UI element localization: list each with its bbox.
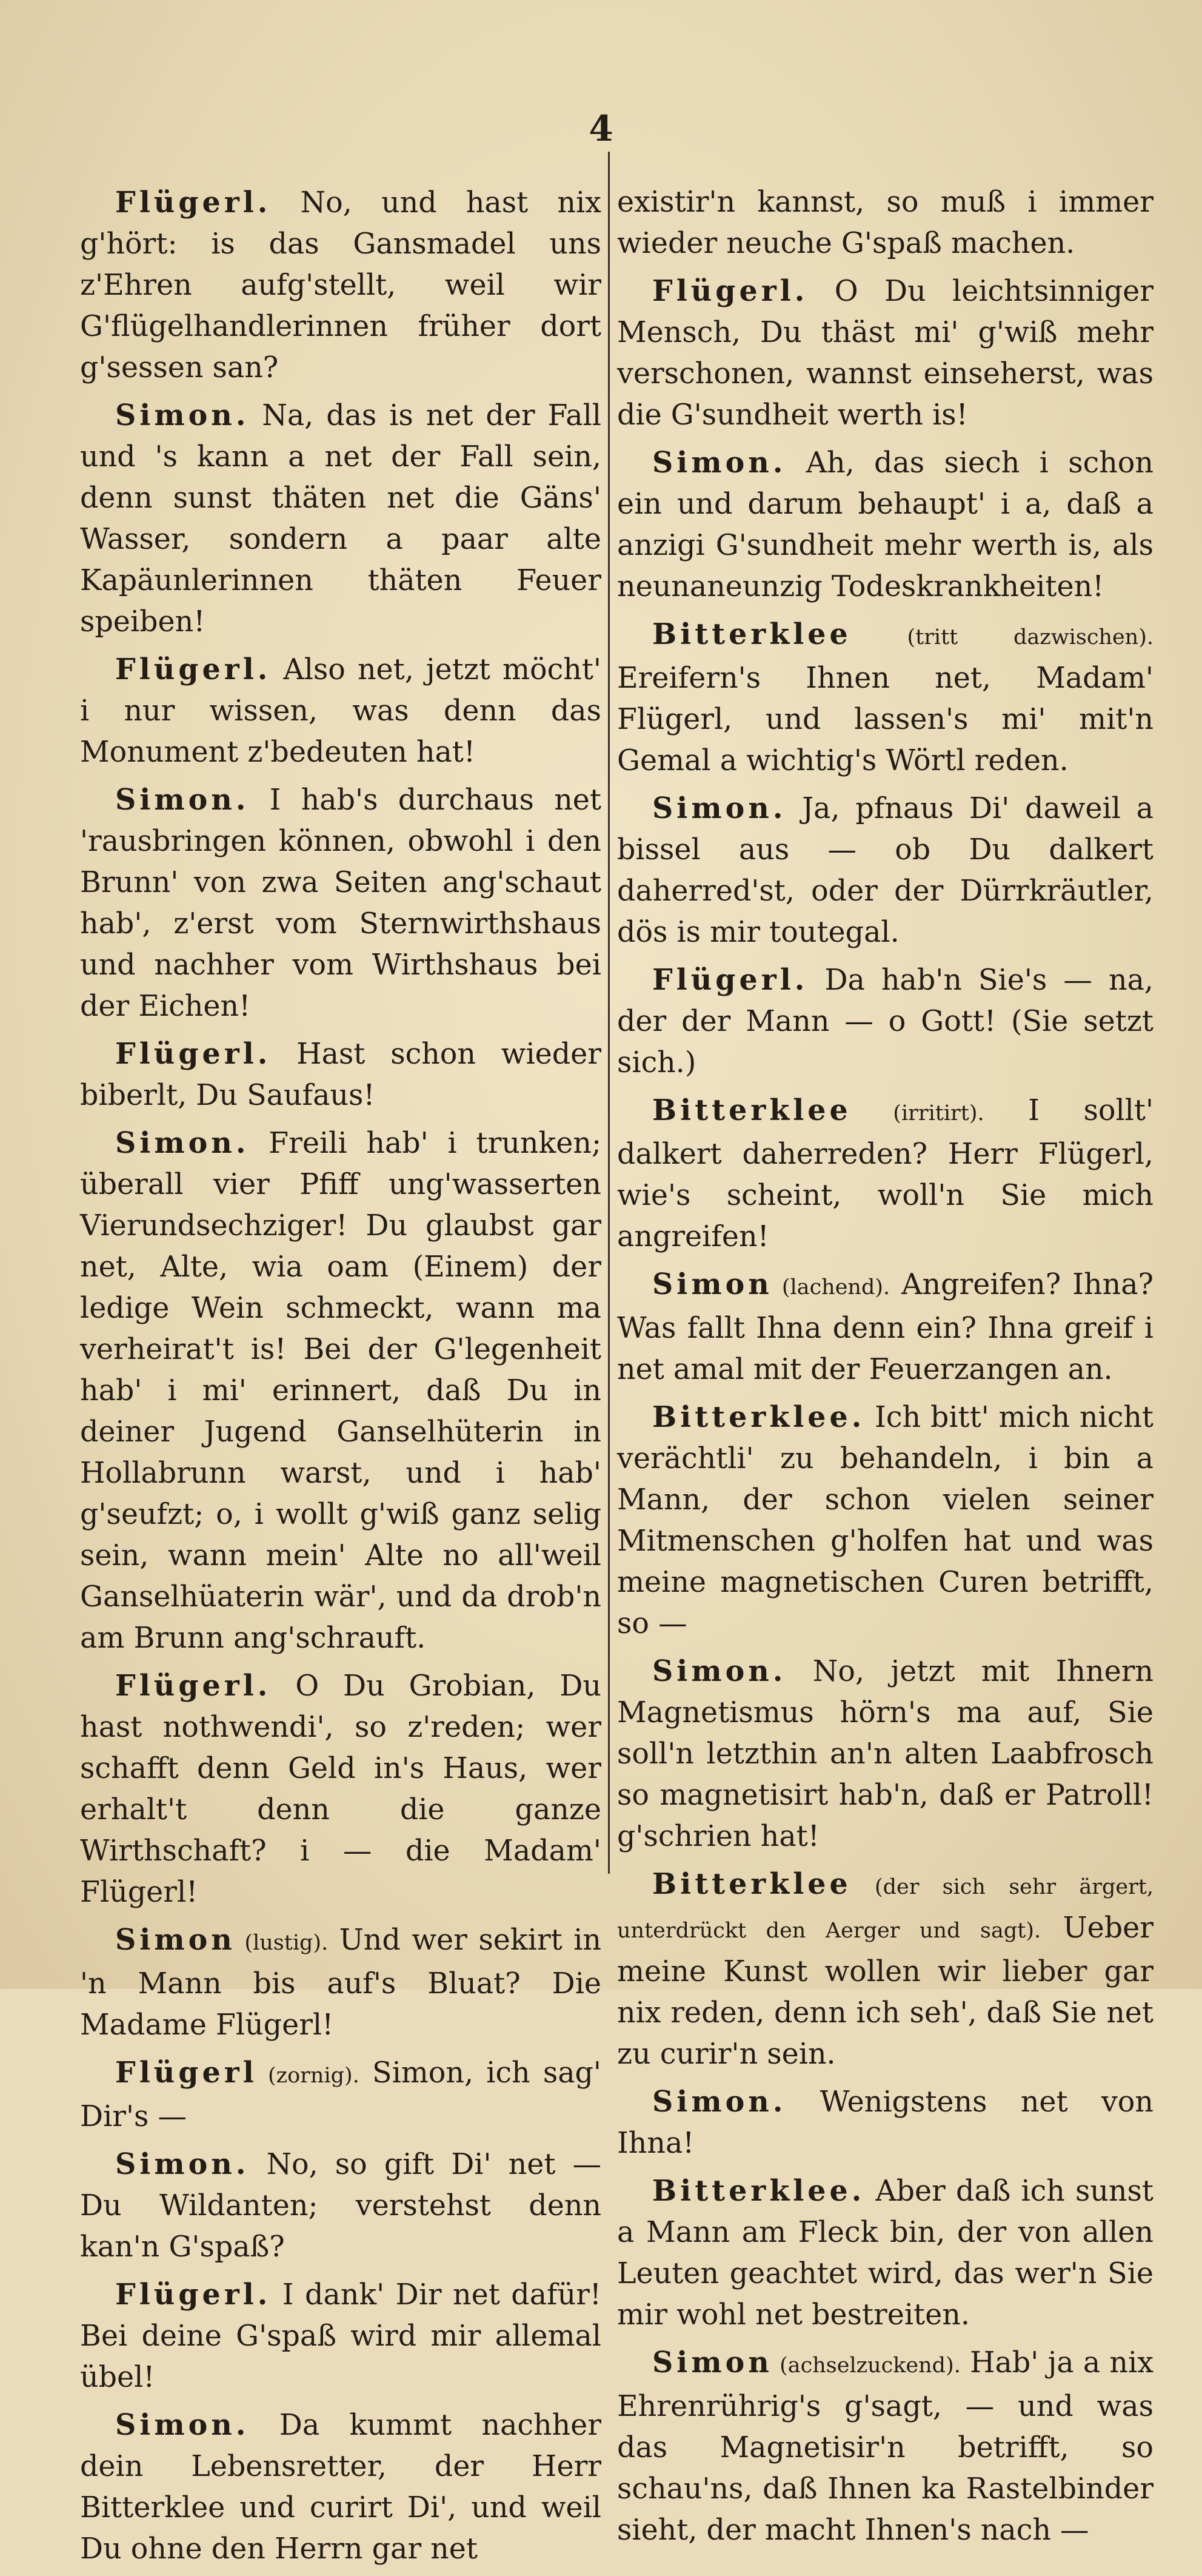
speaker-name: Bitterklee — [652, 1867, 852, 1901]
stage-direction: (der sich sehr ärgert, unterdrückt den Aerger und sagt). — [617, 1875, 1154, 1943]
stage-direction: (lachend). — [772, 1275, 890, 1300]
dialogue-paragraph — [617, 1090, 1154, 1258]
dialogue-text: Ja, pfnaus Di' daweil a bissel aus — ob Du dalkert daherred'st, oder der Dürrkräutler, dös is mir toutegal. — [617, 792, 1154, 949]
dialogue-text: Aber daß ich sunst a Mann am Fleck bin, der von allen Leuten geachtet wird, das wer'n Sie mir wohl net bestreiten. — [617, 2175, 1154, 2332]
dialogue-paragraph — [617, 1397, 1154, 1645]
dialogue-paragraph — [80, 2404, 601, 2570]
dialogue-text: Da hab'n Sie's — na, der der Mann — o Gott! (Sie setzt sich.) — [617, 964, 1154, 1079]
dialogue-text: O Du leichtsinniger Mensch, Du thäst mi' g'wiß mehr verschonen, wannst einseherst, was die G'sundheit werth is! — [617, 275, 1154, 432]
dialogue-paragraph — [617, 1651, 1154, 1857]
speaker-name: Simon — [115, 1923, 236, 1957]
speaker-name: Simon. — [115, 2408, 250, 2442]
speaker-name: Simon — [652, 1267, 773, 1301]
speaker-name: Simon. — [115, 1126, 250, 1160]
dialogue-paragraph — [617, 1264, 1154, 1390]
speaker-name: Bitterklee. — [652, 2174, 866, 2208]
dialogue-paragraph — [80, 2052, 601, 2138]
dialogue-paragraph — [617, 270, 1154, 436]
speaker-name: Flügerl. — [115, 2278, 272, 2312]
speaker-name: Simon. — [652, 791, 787, 825]
speaker-name: Bitterklee — [652, 617, 852, 651]
dialogue-paragraph — [617, 614, 1154, 782]
page-number: 4 — [589, 108, 613, 149]
dialogue-paragraph — [80, 1665, 601, 1913]
dialogue-text: I sollt' dalkert daherreden? Herr Flügerl, wie's scheint, woll'n Sie mich angreifen! — [617, 1094, 1154, 1253]
stage-direction: (irritirt). — [851, 1101, 984, 1125]
dialogue-paragraph — [80, 649, 601, 773]
speaker-name: Simon. — [652, 446, 787, 480]
dialogue-text: O Du Grobian, Du hast nothwendi', so z'reden; wer schafft denn Geld in's Haus, wer erhalt't denn die ganze Wirthschaft? i — die Madam' Flügerl! — [80, 1669, 601, 1909]
dialogue-text: Ich bitt' mich nicht verächtli' zu behandeln, i bin a Mann, der schon vielen seiner Mitmenschen g'holfen hat und was meine magnetischen Curen betrifft, so — — [617, 1401, 1154, 1640]
speaker-name: Simon. — [652, 2085, 787, 2119]
speaker-name: Simon. — [115, 783, 250, 817]
dialogue-paragraph — [617, 2081, 1154, 2164]
stage-direction: (zornig). — [257, 2064, 359, 2088]
dialogue-paragraph — [617, 182, 1154, 264]
dialogue-text: Da kummt nachher dein Lebensretter, der Herr Bitterklee und curirt Di', und weil Du ohne den Herrn gar net — [80, 2409, 601, 2566]
dialogue-paragraph — [80, 1033, 601, 1116]
speaker-name: Flügerl — [115, 2056, 258, 2090]
speaker-name: Bitterklee — [652, 1093, 852, 1127]
dialogue-text: No, so gift Di' net — Du Wildanten; verstehst denn kan'n G'spaß? — [80, 2148, 601, 2264]
speaker-name: Simon — [652, 2346, 773, 2380]
dialogue-paragraph — [80, 2274, 601, 2398]
speaker-name: Flügerl. — [652, 274, 809, 308]
stage-direction: (lustig). — [235, 1931, 329, 1955]
speaker-name: Simon. — [115, 398, 250, 432]
dialogue-text: No, und hast nix g'hört: is das Gansmadel uns z'Ehren aufg'stellt, weil wir G'flügelhandlerinnen früher dort g'sessen san? — [80, 186, 601, 384]
dialogue-text: Angreifen? Ihna? Was fallt Ihna denn ein? Ihna greif i net amal mit der Feuerzangen an. — [617, 1268, 1154, 1386]
dialogue-paragraph — [80, 182, 601, 389]
dialogue-paragraph — [617, 959, 1154, 1084]
dialogue-text: Ueber meine Kunst wollen wir lieber gar nix reden, denn ich seh', daß Sie net zu curir'n sein. — [617, 1911, 1154, 2071]
dialogue-paragraph — [617, 788, 1154, 953]
stage-direction: (tritt dazwischen). — [851, 625, 1154, 649]
dialogue-text: Hab' ja a nix Ehrenrührig's g'sagt, — und was das Magnetisir'n betrifft, so schau'ns, daß Ihnen ka Rastelbinder sieht, der macht Ihnen's nach — — [617, 2346, 1154, 2547]
right-column — [617, 182, 1154, 2557]
dialogue-text: I hab's durchaus net 'rausbringen können, obwohl i den Brunn' von zwa Seiten ang'schaut hab', z'erst vom Sternwirthshaus und nachher vom Wirthshaus bei der Eichen! — [80, 783, 601, 1023]
dialogue-text: Also net, jetzt möcht' i nur wissen, was denn das Monument z'bedeuten hat! — [80, 653, 601, 769]
stage-direction: (achselzuckend). — [772, 2353, 961, 2378]
dialogue-paragraph — [617, 442, 1154, 608]
dialogue-text: Ah, das siech i schon ein und darum behaupt' i a, daß a anzigi G'sundheit mehr werth is, als neunaneunzig Todeskrankheiten! — [617, 446, 1154, 603]
left-column — [80, 182, 601, 2576]
dialogue-text: Simon, ich sag' Dir's — — [80, 2056, 601, 2133]
dialogue-paragraph — [80, 1122, 601, 1659]
speaker-name: Flügerl. — [115, 186, 272, 220]
column-divider — [608, 152, 610, 1874]
dialogue-text: existir'n kannst, so muß i immer wieder neuche G'spaß machen. — [617, 186, 1154, 260]
dialogue-paragraph — [80, 2144, 601, 2268]
dialogue-text: Hast schon wieder biberlt, Du Saufaus! — [80, 1038, 601, 1112]
dialogue-paragraph — [617, 2342, 1154, 2551]
speaker-name: Flügerl. — [115, 652, 272, 686]
dialogue-paragraph — [80, 395, 601, 643]
dialogue-text: Und wer sekirt in 'n Mann bis auf's Bluat? Die Madame Flügerl! — [80, 1924, 601, 2042]
speaker-name: Flügerl. — [652, 963, 809, 997]
dialogue-paragraph — [80, 1919, 601, 2046]
speaker-name: Simon. — [115, 2147, 250, 2181]
dialogue-paragraph — [80, 779, 601, 1027]
dialogue-text: I dank' Dir net dafür! Bei deine G'spaß wird mir allemal übel! — [80, 2278, 601, 2394]
speaker-name: Flügerl. — [115, 1037, 272, 1071]
speaker-name: Flügerl. — [115, 1669, 272, 1703]
dialogue-paragraph — [617, 1863, 1154, 2075]
dialogue-text: Ereifern's Ihnen net, Madam' Flügerl, und lassen's mi' mit'n Gemal a wichtig's Wörtl reden. — [617, 662, 1154, 777]
dialogue-text: Freili hab' i trunken; überall vier Pfiff ung'wasserten Vierundsechziger! Du glaubst gar net, Alte, wia oam (Einem) der ledige Wein schmeckt, wann ma verheirat't is! Bei der G'legenheit hab' i mi' erinnert, daß Du in deiner Jugend Ganselhüterin in Hollabrunn warst, und i hab' g'seufzt; o, i wollt g'wiß ganz selig sein, wann mein' Alte no all'weil Ganselhüaterin wär', und da drob'n am Brunn ang'schrauft. — [80, 1127, 601, 1655]
speaker-name: Bitterklee. — [652, 1400, 866, 1434]
speaker-name: Simon. — [652, 1654, 787, 1688]
dialogue-paragraph — [617, 2170, 1154, 2336]
dialogue-text: No, jetzt mit Ihnern Magnetismus hörn's ma auf, Sie soll'n letzthin an'n alten Laabfrosch so magnetisirt hab'n, daß er Patroll! g'schrien hat! — [617, 1655, 1154, 1853]
dialogue-text: Wenigstens net von Ihna! — [617, 2085, 1154, 2160]
dialogue-text: Na, das is net der Fall und 's kann a net der Fall sein, denn sunst thäten net die Gäns' Wasser, sondern a paar alte Kapäunlerinnen thäten Feuer speiben! — [80, 399, 601, 639]
